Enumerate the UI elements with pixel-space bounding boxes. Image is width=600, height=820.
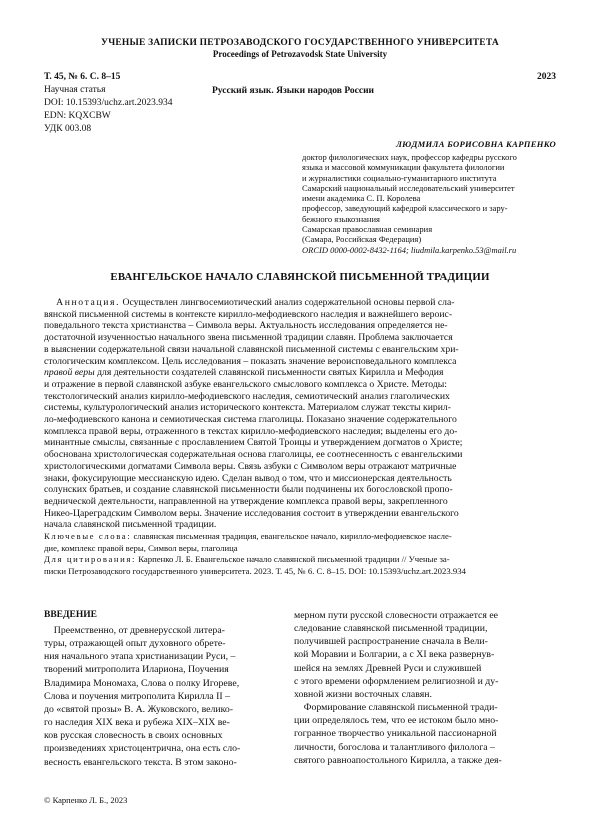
abstract-label: Аннотация.	[56, 297, 121, 308]
udc: УДК 003.08	[44, 124, 92, 134]
body-line: ния начального этапа христианизации Руси, –	[44, 651, 236, 663]
keywords-label: Ключевые слова:	[44, 531, 132, 542]
article-title: ЕВАНГЕЛЬСКОЕ НАЧАЛО СЛАВЯНСКОЙ ПИСЬМЕННОЙ ТРАДИЦИИ	[110, 271, 490, 283]
abstract-line: поведального текста христианства – Символа веры. Актуальность исследования определяется не-	[44, 320, 448, 332]
abstract-line: начала славянской письменной традиции.	[44, 519, 217, 531]
abstract-text: Осуществлен лингвосемиотический анализ содержательной основы первой сла-	[122, 297, 455, 308]
abstract-line: системы, культурологический анализ исторического контекста. Материалом служат тексты кирил-	[44, 402, 451, 414]
body-line: личности, богослова и талантливого филолога –	[294, 741, 495, 753]
body-line: Преемственно, от древнерусской литера-	[53, 625, 225, 636]
abstract-line: веднической деятельности, направленной на утверждение комплекса правой веры, закрепленного	[44, 495, 448, 507]
body-line: туры, отражающей опыт духовного обрете-	[44, 638, 226, 650]
author-info-line: Самарская православная семинария	[302, 224, 433, 235]
abstract-line: стологическим комплексом. Цель исследования – показать значение вероисповедального комплекса	[44, 355, 457, 367]
abstract-line: минантные смыслы, связанные с прославлением Святой Троицы и утверждением догматов о Христе;	[44, 437, 463, 449]
citation-line	[44, 554, 556, 566]
body-line: ховной жизни восточных славян.	[294, 688, 432, 700]
author-info-line: и журналистики социально-гуманитарного института	[302, 172, 497, 183]
body-line: творений митрополита Илариона, Поучения	[44, 664, 229, 676]
body-line: го наследия XIX века и рубежа XIX–XIX ве-	[44, 717, 230, 729]
abstract-line: текстологический анализ кирилло-мефодиевского наследия, семиотический анализ глаголических	[44, 390, 450, 402]
body-line: Слова и поучения митрополита Кирилла II –	[44, 690, 231, 702]
doi: DOI: 10.15393/uchz.art.2023.934	[44, 98, 173, 108]
body-line: гогранное творчество уникальной пассионарной	[294, 728, 497, 740]
body-line: кой Моравии и Болгарии, а с XI века развернув-	[294, 649, 495, 661]
journal-title-en: Proceedings of Petrozavodsk State University	[212, 49, 388, 59]
body-line: произведениях христоцентрична, она есть сло-	[44, 743, 241, 755]
body-column-right	[294, 609, 556, 767]
abstract-line: ло-мефодиевского канона и семиотическая система глаголицы. Показано значение содержательного	[44, 414, 457, 426]
author-info-line: (Самара, Российская Федерация)	[302, 234, 422, 245]
body-line: ции определялось тем, что ее истоком было мно-	[294, 715, 499, 727]
body-line: с этого времени оформлением религиозной и ду-	[294, 675, 499, 687]
abstract-line: обоснована христологическая содержательная основа глаголицы, ее соотнесенность с евангельскими	[44, 449, 463, 461]
body-line: ков русская словесность в своих основных	[44, 730, 223, 742]
body-line: получившей распространение сначала в Вели-	[294, 636, 488, 648]
abstract-line: Никео-Цареградским Символом веры. Значение исследования состоит в утверждении евангельского	[44, 507, 459, 519]
edn: EDN: KQXCBW	[44, 111, 111, 121]
author-info-line: имени академика С. П. Королева	[302, 193, 421, 204]
issue-year: 2023	[537, 72, 556, 82]
abstract-italic: правой веры	[44, 367, 95, 379]
article-type: Научная статья	[44, 85, 106, 95]
journal-title: УЧЕНЫЕ ЗАПИСКИ ПЕТРОЗАВОДСКОГО ГОСУДАРСТВЕННОГО УНИВЕРСИТЕТА	[101, 38, 499, 48]
abstract-line: знаки, фокусирующие мессианскую идею. Сделан вывод о том, что и миссионерская деятельность	[44, 472, 452, 484]
abstract-line: достаточной изученностью начального звена письменной традиции славян. Проблема заключается	[44, 332, 453, 344]
keywords-line: дие, комплекс правой веры, Символ веры, глаголица	[44, 542, 238, 553]
body-line: мерном пути русской словесности отражается ее	[294, 610, 499, 621]
keywords-line	[44, 531, 556, 543]
author-affiliation	[302, 152, 556, 255]
author-info-line: доктор филологических наук, профессор кафедры русского	[302, 152, 517, 162]
abstract-line: в выяснении содержательной связи начальной славянской письменной системы с евангельским хри-	[44, 343, 459, 355]
abstract-line: и отражение в первой славянской азбуке евангельского смыслового комплекса о Христе. Методы:	[44, 378, 447, 390]
abstract-line: комплекса правой веры, отраженного в текстах кирилло-мефодиевского наследия; выделены его до-	[44, 425, 458, 437]
author-info-line: профессор, заведующий кафедрой классического и зару-	[302, 203, 508, 214]
author-orcid: ORCID 0000-0002-8432-1164; liudmila.karpenko.53@mail.ru	[302, 244, 517, 255]
citation-line: писки Петрозаводского государственного университета. 2023. Т. 45, № 6. С. 8–15. DOI: 10.15393/uchz.art.2023.934	[44, 566, 466, 577]
body-line: весность евангельского текста. В этом законо-	[44, 756, 237, 768]
abstract-line: христологическими догматами Символа веры. Связь азбуки с Символом веры отражают матричные	[44, 460, 457, 472]
abstract-line	[44, 367, 556, 379]
abstract	[44, 297, 556, 578]
abstract-line: солунских братьев, и создание славянской письменности были подчинены их богословской пропо-	[44, 484, 453, 496]
author-name: ЛЮДМИЛА БОРИСОВНА КАРПЕНКО	[395, 139, 556, 149]
author-info-line: языка и массовой коммуникации факультета филологии	[302, 162, 505, 173]
section-heading-introduction: ВВЕДЕНИЕ	[44, 610, 97, 620]
issue-info: Т. 45, № 6. С. 8–15	[44, 72, 121, 82]
author-info-line: бежного языкознания	[302, 213, 380, 224]
body-line: Владимира Мономаха, Слова о полку Игореве,	[44, 677, 240, 689]
body-line: Формирование славянской письменной тради-	[303, 702, 498, 714]
journal-section: Русский язык. Языки народов России	[212, 86, 375, 96]
body-line: до «святой прозы» В. А. Жуковского, велико-	[44, 703, 234, 715]
body-line: святого равноапостольного Кирилла, а также дея-	[294, 754, 502, 766]
body-column-left	[44, 624, 280, 769]
body-line: следование славянской письменной традиции,	[294, 623, 488, 635]
citation-text: Карпенко Л. Б. Евангельское начало славянской письменной традиции // Ученые за-	[138, 554, 450, 565]
copyright: © Карпенко Л. Б., 2023	[44, 795, 128, 805]
abstract-line: вянской письменной системы в контексте кирилло-мефодиевского наследия и важнейшего вероис-	[44, 308, 453, 320]
body-line: шейся на землях Древней Руси и служившей	[294, 662, 482, 674]
abstract-line	[44, 297, 556, 309]
citation-label: Для цитирования:	[44, 554, 137, 565]
author-info-line: Самарский национальный исследовательский университет	[302, 182, 515, 193]
abstract-text: для деятельности создателей славянской письменности святых Кирилла и Мефодия	[94, 367, 444, 379]
keywords-text: славянская письменная традиция, евангельское начало, кирилло-мефодиевское насле-	[133, 531, 452, 542]
